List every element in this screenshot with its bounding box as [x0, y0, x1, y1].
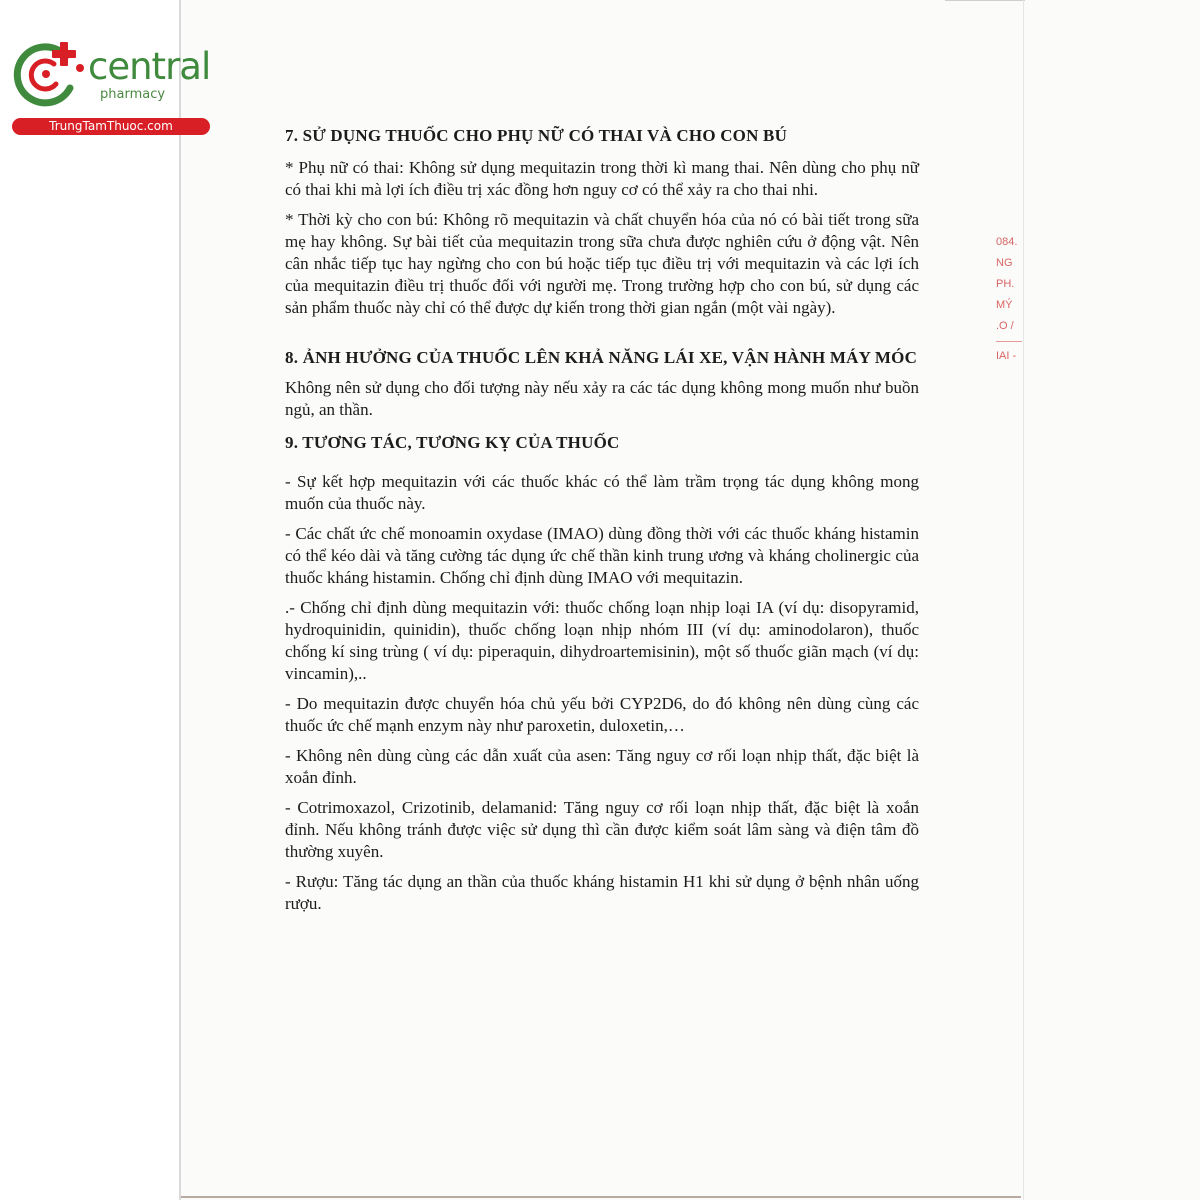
section-9-paragraph: - Cotrimoxazol, Crizotinib, delamanid: Tăng nguy cơ rối loạn nhịp thất, đặc biệt là xoắn đỉnh. Nếu không tránh được việc sử dụng thì cần được kiểm soát lâm sàng và điện tâm đồ thường xuyên.: [285, 798, 919, 861]
stamp-rule: [996, 341, 1022, 342]
section-9-paragraph: .- Chống chỉ định dùng mequitazin với: thuốc chống loạn nhịp loại IA (ví dụ: disopyramid, hydroquinidin, quinidin), thuốc chống loạn nhịp nhóm III (ví dụ: aminodolaron), thuốc chống kí sing trùng ( ví dụ: piperaquin, dihydroartemisinin), một số thuốc giãn mạch (ví dụ: vincamin),..: [285, 598, 919, 683]
section-9-paragraph: - Rượu: Tăng tác dụng an thần của thuốc kháng histamin H1 khi sử dụng ở bệnh nhân uống rượu.: [285, 872, 919, 913]
section-7-paragraph: * Phụ nữ có thai: Không sử dụng mequitazin trong thời kì mang thai. Nên dùng cho phụ nữ có thai khi mà lợi ích điều trị xác đồng hơn nguy cơ có thể xảy ra cho thai nhi.: [285, 158, 919, 199]
stamp-line: 084.: [996, 236, 1018, 248]
section-9-paragraph: - Sự kết hợp mequitazin với các thuốc khác có thể làm trầm trọng tác dụng không mong muốn của thuốc này.: [285, 472, 919, 513]
section-9-paragraph: - Không nên dùng cùng các dẫn xuất của asen: Tăng nguy cơ rối loạn nhịp thất, đặc biệt là xoắn đỉnh.: [285, 746, 919, 787]
section-9-heading: 9. TƯƠNG TÁC, TƯƠNG KỴ CỦA THUỐC: [285, 433, 620, 452]
logo-mark-icon: [10, 38, 90, 110]
stamp-fragment: [996, 232, 1024, 367]
central-pharmacy-logo[interactable]: [10, 38, 215, 138]
top-edge-line: [945, 0, 1025, 1]
stamp-line: NG: [996, 257, 1013, 269]
logo-url-badge[interactable]: TrungTamThuoc.com: [12, 118, 210, 135]
section-7-paragraph: * Thời kỳ cho con bú: Không rõ mequitazin và chất chuyển hóa của nó có bài tiết trong sữa mẹ hay không. Sự bài tiết của mequitazin trong sữa chưa được nghiên cứu ở động vật. Nên cân nhắc tiếp tục hay ngừng cho con bú hoặc tiếp tục điều trị với mequitazin và các lợi ích của mequitazin điều trị thuốc đối với người mẹ. Trong trường hợp cho con bú, sử dụng các sản phẩm thuốc này chỉ có thể được dự kiến trong thời gian ngắn (một vài ngày).: [285, 210, 919, 317]
bottom-edge-line: [181, 1196, 1021, 1198]
section-8-paragraph: Không nên sử dụng cho đối tượng này nếu xảy ra các tác dụng không mong muốn như buồn ngủ, an thần.: [285, 378, 919, 419]
section-8-heading: 8. ẢNH HƯỞNG CỦA THUỐC LÊN KHẢ NĂNG LÁI XE, VẬN HÀNH MÁY MÓC: [285, 348, 918, 367]
right-edge-line: [1023, 0, 1024, 1200]
logo-subtitle: pharmacy: [100, 87, 166, 102]
section-9-paragraph: - Do mequitazin được chuyển hóa chủ yếu bởi CYP2D6, do đó không nên dùng cùng các thuốc ức chế mạnh enzym này như paroxetin, duloxetin,…: [285, 694, 919, 735]
stamp-line: PH.: [996, 278, 1015, 290]
stamp-line: IAI -: [996, 350, 1017, 362]
section-7-heading: 7. SỬ DỤNG THUỐC CHO PHỤ NỮ CÓ THAI VÀ CHO CON BÚ: [285, 126, 788, 145]
logo-name: central: [88, 45, 211, 88]
stamp-line: MÝ: [996, 299, 1013, 311]
left-margin: [0, 0, 180, 1200]
document-body: [285, 120, 919, 915]
stamp-line: .O /: [996, 320, 1014, 332]
section-9-paragraph: - Các chất ức chế monoamin oxydase (IMAO) dùng đồng thời với các thuốc kháng histamin có thể kéo dài và tăng cường tác dụng ức chế thần kinh trung ương và kháng cholinergic của thuốc kháng histamin. Chống chỉ định dùng IMAO với mequitazin.: [285, 524, 919, 587]
